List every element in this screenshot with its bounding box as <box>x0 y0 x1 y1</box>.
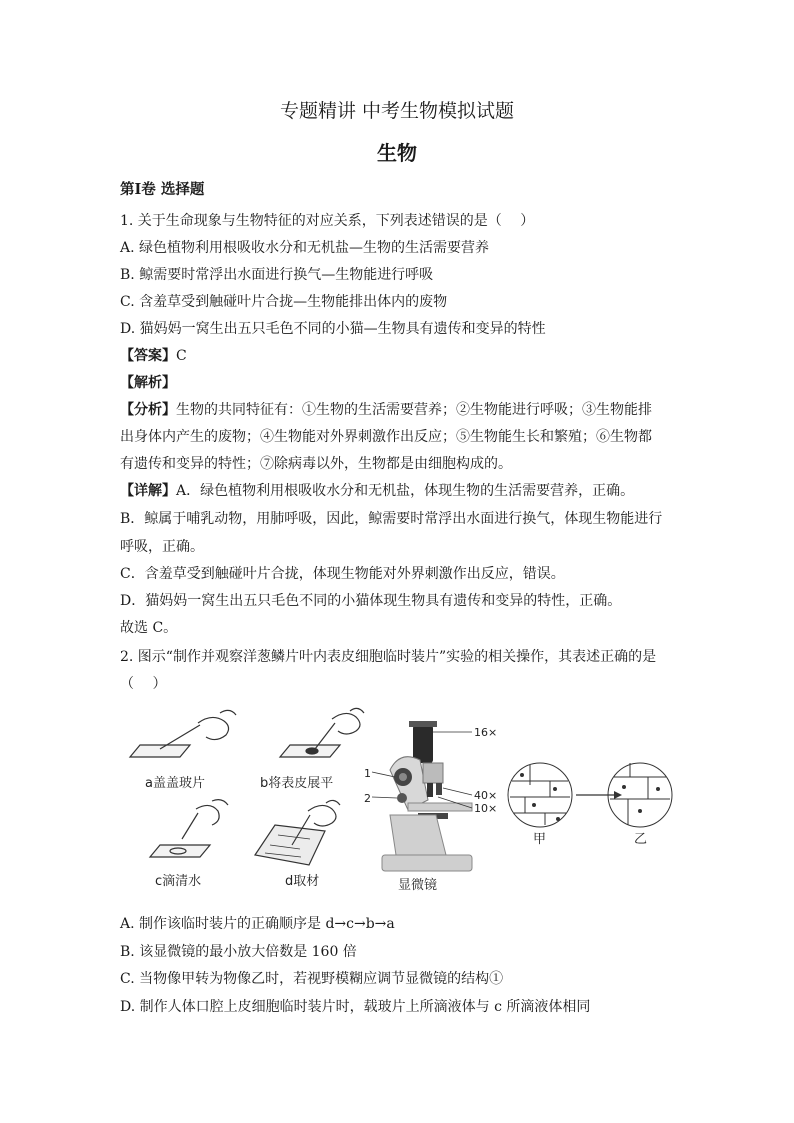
xiangjie-text-1: A．绿色植物利用根吸收水分和无机盐，体现生物的生活需要营养，正确。 <box>176 483 635 499</box>
q1-option-d: D. 猫妈妈一窝生出五只毛色不同的小猫—生物具有遗传和变异的特性 <box>120 321 546 337</box>
analysis-tag: 【解析】 <box>120 375 176 391</box>
step-b-illustration <box>280 708 364 757</box>
answer-tag: 【答案】 <box>120 348 176 364</box>
arrow-head-icon <box>614 791 622 799</box>
q1-fenxi-line-3: 有遗传和变异的特性；⑦除病毒以外，生物都是由细胞构成的。 <box>120 456 512 472</box>
q1-xiangjie-line-4: C．含羞草受到触碰叶片合拢，体现生物能对外界刺激作出反应，错误。 <box>120 566 565 582</box>
objective-40-label: 40× <box>474 789 498 802</box>
q1-option-c: C. 含羞草受到触碰叶片合拢—生物能排出体内的废物 <box>120 294 448 310</box>
q2-option-b: B. 该显微镜的最小放大倍数是 160 倍 <box>120 944 357 960</box>
part-2-label: 2 <box>364 792 371 805</box>
q1-fenxi-line-1 <box>120 399 652 419</box>
view-jia-label: 甲 <box>533 832 547 847</box>
q1-option-a: A. 绿色植物利用根吸收水分和无机盐—生物的生活需要营养 <box>120 240 490 256</box>
part-1-label: 1 <box>364 767 371 780</box>
q2-option-c: C. 当物像甲转为物像乙时，若视野模糊应调节显微镜的结构① <box>120 971 504 987</box>
q2-option-a: A. 制作该临时装片的正确顺序是 d→c→b→a <box>120 916 395 932</box>
view-yi-label: 乙 <box>634 832 648 847</box>
view-jia-illustration <box>508 763 572 827</box>
xiangjie-tag: 【详解】 <box>120 483 176 499</box>
subject-title: 生物 <box>377 141 417 165</box>
experiment-figure-svg <box>120 705 680 900</box>
objective-10-label: 10× <box>474 802 498 815</box>
page-title: 专题精讲 中考生物模拟试题 <box>279 100 515 122</box>
q1-stem: 1. 关于生命现象与生物特征的对应关系，下列表述错误的是（ ） <box>120 213 535 229</box>
eyepiece-label: 16× <box>474 726 498 739</box>
q2-stem-line-2: （ ） <box>120 676 167 692</box>
answer-value: C <box>176 348 187 364</box>
step-c-label: c滴清水 <box>155 874 202 889</box>
q1-xiangjie-line-3: 呼吸，正确。 <box>120 539 204 555</box>
q1-conclusion: 故选 C。 <box>120 620 178 636</box>
q1-xiangjie-line-2: B．鲸属于哺乳动物，用肺呼吸，因此，鲸需要时常浮出水面进行换气，体现生物能进行 <box>120 511 663 527</box>
step-d-label: d取材 <box>285 874 320 889</box>
q1-option-b: B. 鲸需要时常浮出水面进行换气—生物能进行呼吸 <box>120 267 434 283</box>
q2-option-d: D. 制作人体口腔上皮细胞临时装片时，载玻片上所滴液体与 c 所滴液体相同 <box>120 999 591 1015</box>
step-d-illustration <box>255 800 340 865</box>
q2-figure <box>120 705 680 900</box>
fenxi-text-1: 生物的共同特征有：①生物的生活需要营养；②生物能进行呼吸；③生物能排 <box>176 402 652 418</box>
q2-stem-line-1: 2. 图示“制作并观察洋葱鳞片叶内表皮细胞临时装片”实验的相关操作，其表述正确的是 <box>120 649 657 665</box>
step-a-label: a盖盖玻片 <box>145 776 205 791</box>
microscope-label: 显微镜 <box>398 878 438 893</box>
microscope-illustration <box>372 721 472 871</box>
q1-fenxi-line-2: 出身体内产生的废物；④生物能对外界刺激作出反应；⑤生物能生长和繁殖；⑥生物都 <box>120 429 652 445</box>
fenxi-tag: 【分析】 <box>120 402 176 418</box>
step-c-illustration <box>150 800 228 857</box>
q1-analysis-tag <box>120 372 176 392</box>
q1-xiangjie-line-5: D．猫妈妈一窝生出五只毛色不同的小猫体现生物具有遗传和变异的特性，正确。 <box>120 593 622 609</box>
section-heading: 第Ⅰ卷 选择题 <box>120 181 205 198</box>
step-b-label: b将表皮展平 <box>260 776 334 791</box>
q1-xiangjie-line-1 <box>120 480 634 500</box>
q1-answer <box>120 345 187 365</box>
step-a-illustration <box>130 710 236 757</box>
